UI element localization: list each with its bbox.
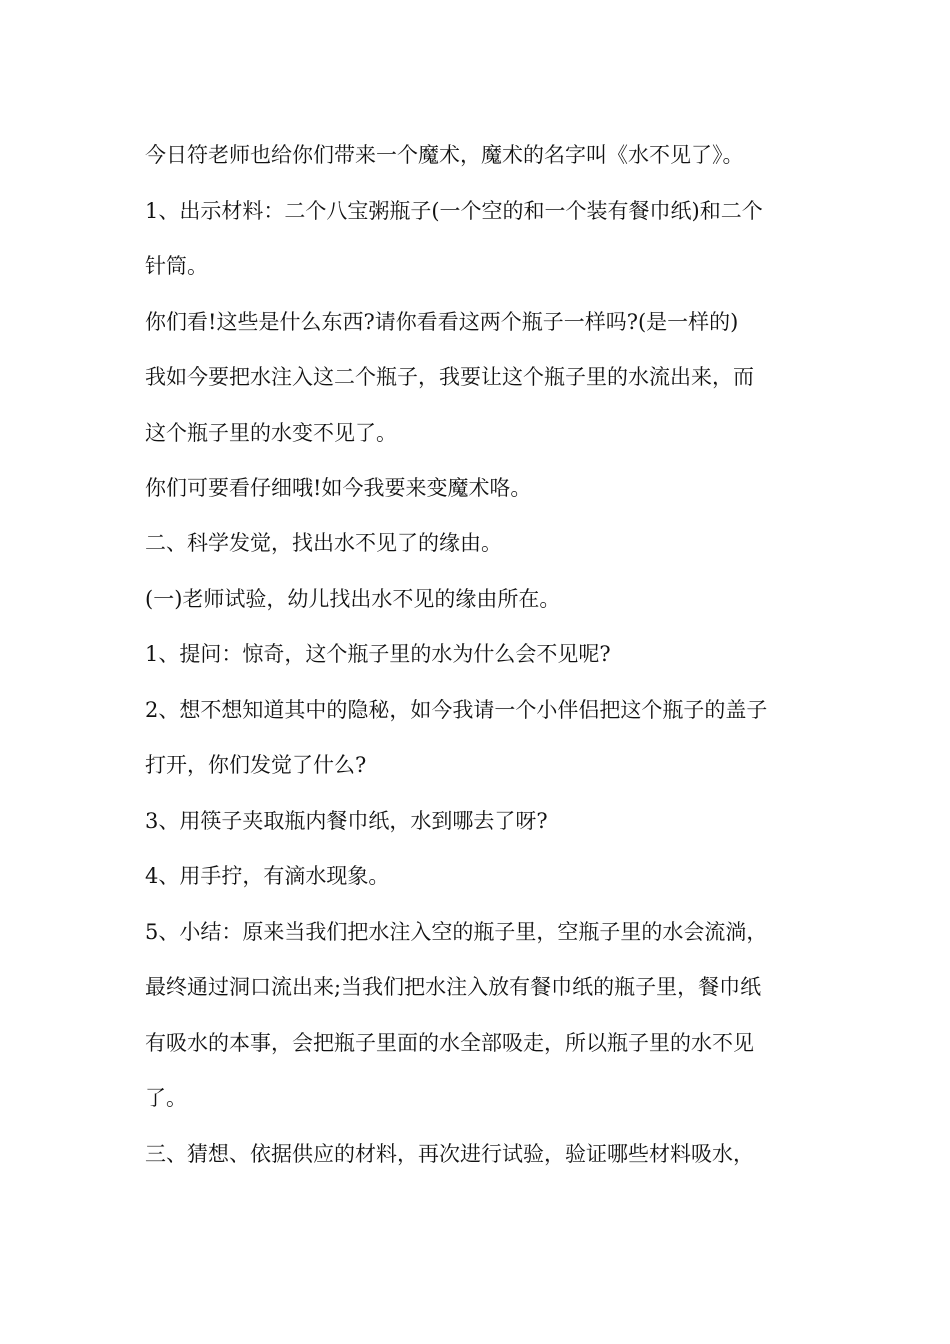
text-line: 有吸水的本事，会把瓶子里面的水全部吸走，所以瓶子里的水不见 [145,1031,754,1055]
section-heading: 三、猜想、依据供应的材料，再次进行试验，验证哪些材料吸水， [145,1142,754,1166]
text-line: 1、提问：惊奇，这个瓶子里的水为什么会不见呢? [145,642,611,666]
text-line: 1、出示材料：二个八宝粥瓶子(一个空的和一个装有餐巾纸)和二个 [145,199,763,223]
text-line: 2、想不想知道其中的隐秘，如今我请一个小伴侣把这个瓶子的盖子 [145,698,768,722]
text-line: 3、用筷子夹取瓶内餐巾纸，水到哪去了呀? [145,809,548,833]
text-line: 4、用手拧，有滴水现象。 [145,864,390,888]
text-line: 今日符老师也给你们带来一个魔术，魔术的名字叫《水不见了》。 [145,143,744,167]
text-line: 你们可要看仔细哦!如今我要来变魔术咯。 [145,476,532,500]
text-line: 5、小结：原来当我们把水注入空的瓶子里，空瓶子里的水会流淌， [145,920,768,944]
text-line: 你们看!这些是什么东西?请你看看这两个瓶子一样吗?(是一样的) [145,310,739,334]
text-line: 我如今要把水注入这二个瓶子，我要让这个瓶子里的水流出来，而 [145,365,754,389]
section-heading: 二、科学发觉，找出水不见了的缘由。 [145,531,502,555]
text-line: 打开，你们发觉了什么? [145,753,367,777]
subsection-heading: (一)老师试验，幼儿找出水不见的缘由所在。 [145,587,561,611]
text-line: 最终通过洞口流出来;当我们把水注入放有餐巾纸的瓶子里，餐巾纸 [145,975,762,999]
text-line: 了。 [145,1086,187,1110]
text-line: 这个瓶子里的水变不见了。 [145,421,397,445]
text-line: 针筒。 [145,254,208,278]
